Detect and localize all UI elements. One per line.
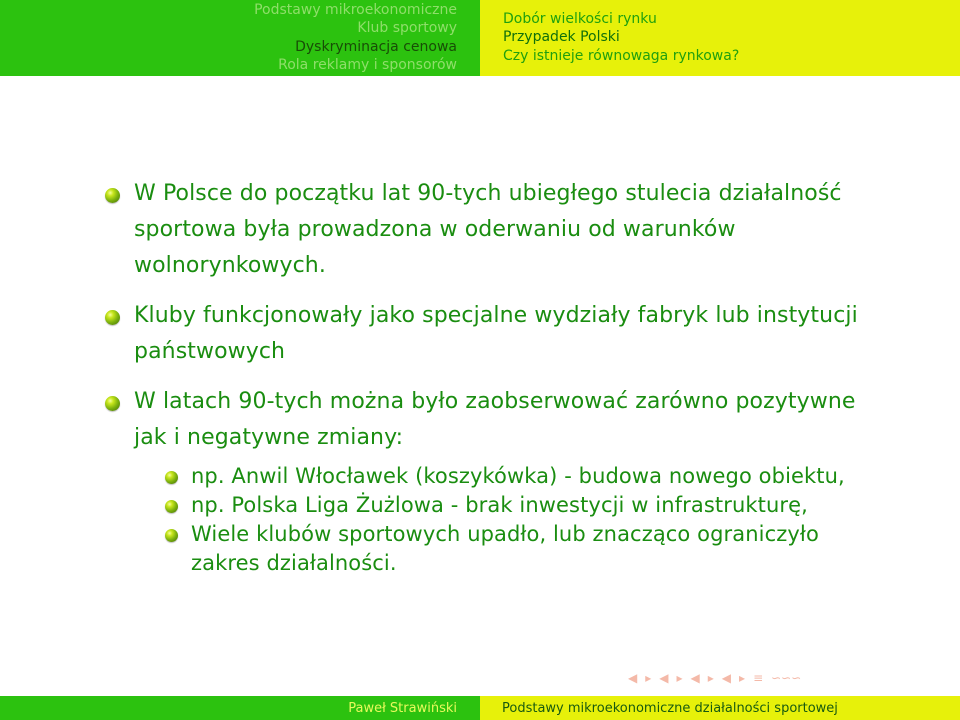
slide-content xyxy=(104,176,894,578)
sub-bullet-item xyxy=(134,491,894,520)
nav-prev-slide-icon[interactable]: ◀ xyxy=(721,671,732,685)
bullet-text: Kluby funkcjonowały jako specjalne wydziały fabryk lub instytucji państwowych xyxy=(134,303,858,364)
section-nav xyxy=(0,0,480,76)
section-link-dyskryminacja[interactable]: Dyskryminacja cenowa xyxy=(295,38,457,55)
nav-first-icon[interactable]: ◀ xyxy=(628,671,638,685)
subsection-link-polska[interactable]: Przypadek Polski xyxy=(503,29,620,46)
nav-next-subsection-icon[interactable]: ▸ xyxy=(707,671,714,685)
nav-zoom-icon[interactable]: ∽∽∽ xyxy=(771,671,802,685)
header-navigation xyxy=(0,0,960,76)
footer-author xyxy=(0,696,480,720)
subsection-link-rownowaga[interactable]: Czy istnieje równowaga rynkowa? xyxy=(503,47,740,64)
presentation-title: Podstawy mikroekonomiczne działalności sportowej xyxy=(502,700,838,716)
bullet-text: W latach 90-tych można było zaobserwować zarówno pozytywne jak i negatywne zmiany: xyxy=(134,389,856,450)
sub-bullet-text: np. Polska Liga Żużlowa - brak inwestycji w infrastrukturę, xyxy=(191,493,808,517)
subsection-nav xyxy=(480,0,960,76)
sub-bullet-list xyxy=(134,462,894,578)
nav-prev-subsection-icon[interactable]: ◀ xyxy=(690,671,700,685)
section-link-klub[interactable]: Klub sportowy xyxy=(357,20,457,36)
bullet-text: W Polsce do początku lat 90-tych ubiegłego stulecia działalność sportowa była prowadzona w oderwaniu od warunków wolnorynkowych. xyxy=(134,181,842,278)
bullet-item xyxy=(104,298,894,370)
section-link-reklama[interactable]: Rola reklamy i sponsorów xyxy=(278,57,457,73)
sub-bullet-item xyxy=(134,462,894,491)
nav-align-icon[interactable]: ≡ xyxy=(753,671,764,685)
sub-bullet-ball-icon xyxy=(165,529,178,542)
footer xyxy=(0,696,960,720)
bullet-ball-icon xyxy=(105,396,120,411)
sub-bullet-text: Wiele klubów sportowych upadło, lub znacząco ograniczyło zakres działalności. xyxy=(191,522,819,575)
nav-prev-frame-icon[interactable]: ▸ xyxy=(645,671,652,685)
bullet-item xyxy=(104,384,894,578)
subsection-link-dobor[interactable]: Dobór wielkości rynku xyxy=(503,10,657,27)
bullet-ball-icon xyxy=(105,310,120,325)
sub-bullet-ball-icon xyxy=(165,500,178,513)
sub-bullet-item xyxy=(134,520,894,578)
footer-title xyxy=(480,696,960,720)
bullet-item xyxy=(104,176,894,284)
nav-prev-section-icon[interactable]: ◀ xyxy=(659,671,669,685)
navigation-symbols xyxy=(628,670,801,686)
sub-bullet-ball-icon xyxy=(165,471,178,484)
section-link-podstawy[interactable]: Podstawy mikroekonomiczne xyxy=(254,1,457,18)
author-name: Paweł Strawiński xyxy=(348,700,457,716)
nav-next-slide-icon[interactable]: ▸ xyxy=(739,671,746,685)
bullet-ball-icon xyxy=(105,188,120,203)
sub-bullet-text: np. Anwil Włocławek (koszykówka) - budowa nowego obiektu, xyxy=(191,464,845,488)
nav-next-section-icon[interactable]: ▸ xyxy=(676,671,683,685)
